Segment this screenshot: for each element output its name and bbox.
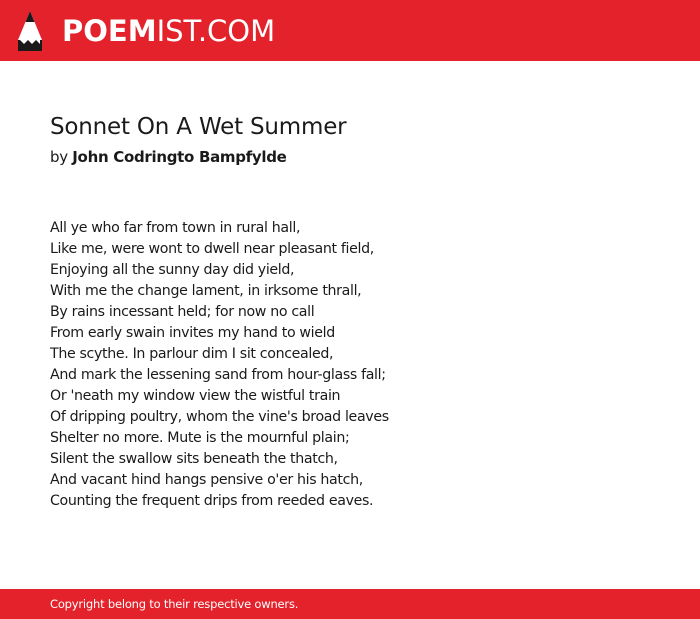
poem-line: Of dripping poultry, whom the vine's broad leaves (50, 409, 389, 425)
pencil-tip-icon[interactable] (17, 10, 43, 52)
poem-line: By rains incessant held; for now no call (50, 304, 315, 320)
poem-line: And mark the lessening sand from hour-glass fall; (50, 367, 386, 383)
brand-bold-text: POEM (62, 14, 157, 48)
poem-line: Shelter no more. Mute is the mournful plain; (50, 430, 350, 446)
poem-line: All ye who far from town in rural hall, (50, 220, 301, 236)
poem-line: Enjoying all the sunny day did yield, (50, 262, 295, 278)
poem-line: The scythe. In parlour dim I sit concealed, (50, 346, 334, 362)
poem-byline (50, 148, 287, 166)
site-logo-text[interactable] (62, 11, 275, 51)
by-label: by (50, 148, 68, 166)
poem-line: From early swain invites my hand to wield (50, 325, 335, 341)
brand-light-text: IST.COM (156, 14, 276, 48)
copyright-notice: Copyright belong to their respective owners. (50, 597, 299, 611)
poem-line: Or 'neath my window view the wistful train (50, 388, 341, 404)
poem-line: Counting the frequent drips from reeded eaves. (50, 493, 374, 509)
poem-line: Silent the swallow sits beneath the thatch, (50, 451, 338, 467)
poem-body (50, 218, 389, 512)
poem-line: Like me, were wont to dwell near pleasant field, (50, 241, 374, 257)
site-header (0, 0, 700, 61)
site-footer (0, 589, 700, 619)
poem-line: With me the change lament, in irksome thrall, (50, 283, 362, 299)
poem-line: And vacant hind hangs pensive o'er his hatch, (50, 472, 363, 488)
poem-author: John Codringto Bampfylde (72, 148, 287, 166)
poem-title: Sonnet On A Wet Summer (50, 114, 347, 140)
